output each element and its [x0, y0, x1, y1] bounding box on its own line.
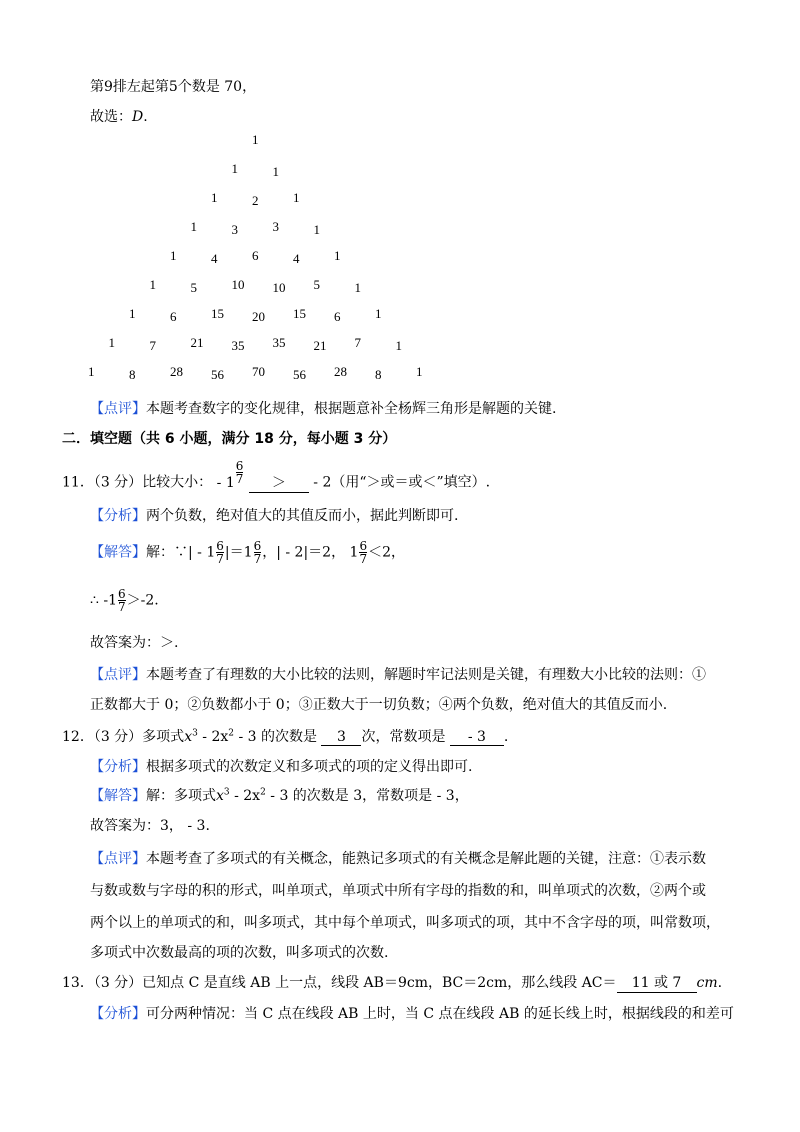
mixed-whole: 1 — [243, 544, 253, 561]
frac-den: 7 — [359, 552, 368, 566]
triangle-number: 1 — [334, 248, 341, 263]
q11-answer-blank: ＞ — [249, 472, 309, 493]
q11-therefore — [90, 588, 159, 613]
question-12 — [62, 726, 508, 746]
frac-num: 6 — [118, 587, 126, 601]
triangle-number: 1 — [211, 190, 218, 205]
q12-comment-line-2: 与数或数与字母的积的形式，叫单项式，单项式中所有字母的指数的和，叫单项式的次数，②两个或 — [90, 883, 706, 899]
q11-fraction — [236, 460, 244, 485]
triangle-number: 20 — [252, 309, 265, 324]
triangle-number: 35 — [231, 338, 245, 353]
triangle-number: 6 — [334, 309, 341, 324]
q13-answer-blank: 11 或 7 — [617, 972, 697, 993]
triangle-number: 1 — [354, 280, 361, 295]
q11-final: 故答案为：＞. — [90, 635, 179, 651]
triangle-number: 1 — [108, 335, 115, 350]
triangle-number: 15 — [211, 306, 224, 321]
analysis-text: 两个负数，绝对值大的其值反而小，据此判断即可. — [146, 508, 459, 524]
triangle-number: 5 — [313, 277, 320, 292]
comment-line-1: 本题考查了有理数的大小比较的法则，解题时牢记法则是关键，有理数大小比较的法则：① — [146, 667, 706, 683]
triangle-number: 1 — [88, 364, 95, 379]
analysis-text: 可分两种情况：当 C 点在线段 AB 上时，当 C 点在线段 AB 的延长线上时，根据线段的和差可 — [146, 1006, 734, 1022]
q12-score: （3 分）多项式 — [93, 729, 185, 745]
analysis-tag: 【分析】 — [90, 759, 146, 775]
frac-num: 6 — [216, 539, 224, 553]
q11-frac-den: 7 — [235, 472, 244, 486]
comma: ， — [391, 544, 406, 561]
abs-second: ，| - 2|＝2， — [262, 544, 346, 561]
q12-comment — [90, 848, 706, 868]
less-than-two: ＜2 — [368, 544, 392, 561]
triangle-number: 1 — [272, 164, 279, 179]
poly-x: x — [216, 788, 224, 804]
poly-mid: - 2x — [197, 729, 229, 745]
q12-final: 故答案为：3， - 3. — [90, 818, 210, 834]
mixed-fraction — [216, 540, 224, 565]
q12-answer-blank-1: 3 — [321, 729, 361, 746]
poly-mid: - 2x — [229, 788, 261, 804]
triangle-number: 28 — [334, 364, 347, 379]
triangle-number: 3 — [231, 222, 238, 237]
analysis-tag: 【分析】 — [90, 508, 146, 524]
frac-den: 7 — [118, 600, 126, 614]
q12-number: 12． — [62, 729, 94, 745]
triangle-number: 10 — [272, 280, 286, 295]
q12-comment-line-3: 两个以上的单项式的和，叫多项式，其中每个单项式，叫多项式的项，其中不含字母的项，叫常数项， — [90, 915, 720, 931]
poly-x: x — [184, 729, 193, 745]
q11-analysis — [90, 505, 458, 525]
triangle-number: 1 — [395, 338, 402, 353]
q13-number: 13． — [62, 975, 94, 991]
section-title: 二．填空题（共 6 小题，满分 18 分，每小题 3 分） — [62, 431, 397, 447]
q11-number: 11． — [62, 474, 94, 491]
exp-3: 3 — [192, 728, 198, 739]
triangle-number: 8 — [129, 367, 136, 382]
solution-rest: - 3 的次数是 3，常数项是 - 3， — [265, 788, 469, 804]
exp-3: 3 — [223, 787, 230, 798]
q13-end: . — [717, 975, 723, 991]
triangle-number: 3 — [272, 219, 279, 234]
mixed-fraction — [359, 540, 367, 565]
greater-than-neg-two: ＞-2 — [126, 592, 155, 609]
triangle-number: 1 — [231, 161, 238, 176]
q11-frac-num: 6 — [235, 459, 244, 473]
poly-rest: - 3 的次数是 — [234, 729, 317, 745]
triangle-number: 1 — [129, 306, 136, 321]
q11-lhs — [216, 459, 249, 491]
triangle-number: 1 — [170, 248, 177, 263]
period: . — [154, 592, 159, 609]
triangle-number: 70 — [252, 364, 265, 379]
triangle-number: 1 — [313, 222, 320, 237]
q11-lhs-sign: - 1 — [216, 474, 235, 491]
solution-tag: 【解答】 — [90, 788, 146, 804]
q13-analysis — [90, 1003, 734, 1023]
triangle-number: 6 — [170, 309, 177, 324]
q13-text: （3 分）已知点 C 是直线 AB 上一点，线段 AB＝9cm，BC＝2cm，那么线段 AC＝ — [93, 975, 617, 991]
q11-comment-line-2: 正数都大于 0；②负数都小于 0；③正数大于一切负数；④两个负数，绝对值大的其值反而小. — [90, 697, 668, 713]
triangle-number: 7 — [354, 335, 361, 350]
comment-tag: 【点评】 — [90, 667, 146, 683]
q11-score: （3 分）比较大小： — [93, 474, 213, 491]
triangle-number: 21 — [190, 335, 204, 350]
q13-unit: cm — [696, 975, 718, 991]
therefore-symbol: ∴ — [90, 592, 99, 609]
exp-2: 2 — [260, 787, 266, 798]
exp-2: 2 — [228, 728, 234, 739]
frac-den: 7 — [253, 552, 262, 566]
intro-line: 第9排左起第5个数是 70， — [90, 79, 257, 95]
triangle-number: 4 — [293, 251, 300, 266]
frac-num: 6 — [359, 539, 368, 553]
intro-answer-line — [90, 106, 148, 126]
triangle-number: 1 — [190, 219, 197, 234]
neg-whole: -1 — [103, 592, 118, 609]
comment-q10 — [90, 398, 556, 418]
triangle-number: 21 — [313, 338, 327, 353]
q11-rhs: - 2（用“＞或＝或＜”填空）. — [313, 474, 491, 491]
analysis-tag: 【分析】 — [90, 1006, 146, 1022]
mixed-whole: 1 — [206, 544, 216, 561]
q11-solution — [90, 540, 405, 565]
intro-answer-end: . — [143, 109, 148, 125]
triangle-number: 56 — [211, 367, 224, 382]
triangle-number: 10 — [231, 277, 245, 292]
triangle-number: 4 — [211, 251, 218, 266]
triangle-number: 8 — [375, 367, 382, 382]
question-11 — [62, 459, 491, 495]
mixed-fraction — [254, 540, 262, 565]
comment-tag: 【点评】 — [90, 401, 146, 417]
triangle-number: 28 — [170, 364, 183, 379]
analysis-text: 根据多项式的次数定义和多项式的项的定义得出即可. — [146, 759, 473, 775]
triangle-number: 35 — [272, 335, 286, 350]
triangle-number: 6 — [252, 248, 259, 263]
frac-den: 7 — [216, 552, 224, 566]
mixed-whole: 1 — [349, 544, 359, 561]
triangle-number: 56 — [293, 367, 306, 382]
comment-tag: 【点评】 — [90, 851, 146, 867]
triangle-number: 1 — [375, 306, 382, 321]
q11-comment — [90, 664, 706, 684]
solution-prefix: 解：多项式 — [146, 788, 216, 804]
solution-tag: 【解答】 — [90, 544, 146, 561]
abs-equals: |＝ — [224, 544, 244, 561]
intro-answer-prefix: 故选： — [90, 109, 132, 125]
frac-num: 6 — [253, 539, 262, 553]
triangle-number: 1 — [416, 364, 423, 379]
q12-answer-blank-2: - 3 — [450, 729, 504, 746]
triangle-number: 2 — [252, 193, 259, 208]
triangle-number: 1 — [149, 277, 156, 292]
triangle-number: 1 — [252, 132, 259, 147]
q12-solution — [90, 785, 469, 805]
triangle-number: 5 — [190, 280, 197, 295]
comment-line-1: 本题考查了多项式的有关概念，能熟记多项式的有关概念是解此题的关键，注意：①表示数 — [146, 851, 706, 867]
q12-end: . — [503, 729, 509, 745]
comment-text: 本题考查数字的变化规律，根据题意补全杨辉三角形是解题的关键. — [146, 401, 557, 417]
triangle-number: 15 — [293, 306, 306, 321]
intro-answer-letter: D — [132, 109, 144, 125]
triangle-number: 1 — [293, 190, 300, 205]
solution-prefix: 解：∵| - — [146, 544, 202, 561]
question-13 — [62, 972, 722, 993]
q12-comment-line-4: 多项式中次数最高的项的次数，叫多项式的次数. — [90, 945, 389, 961]
triangle-number: 7 — [149, 338, 156, 353]
q12-analysis — [90, 756, 472, 776]
q12-mid: 次，常数项是 — [361, 729, 446, 745]
mixed-fraction — [118, 588, 126, 613]
